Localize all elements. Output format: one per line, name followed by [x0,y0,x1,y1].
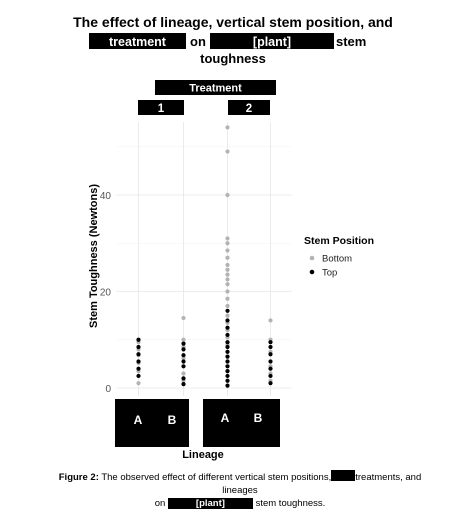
data-point-top [136,367,140,371]
data-point-top [225,350,229,354]
data-point-bottom [181,338,185,342]
redacted-word-treatment: treatment [109,35,166,49]
data-point-top [225,355,229,359]
data-point-top [225,364,229,368]
data-point-bottom [225,304,229,308]
x-axis-block-panel-1 [115,399,189,447]
legend-swatch-bottom [310,256,315,261]
chart-title-stem: stem [336,34,367,49]
figure-caption [40,470,440,510]
x-category-label: B [253,411,263,425]
data-point-top [181,342,185,346]
data-point-top [225,318,229,322]
data-point-top [268,352,272,356]
legend-label-bottom: Bottom [322,253,353,265]
chart-title-line1: The effect of lineage, vertical stem position, and [73,14,393,30]
data-point-top [136,338,140,342]
caption-lead: Figure 2: [58,472,99,483]
data-point-top [181,347,185,351]
data-point-top [181,353,185,357]
data-point-bottom [268,318,272,322]
y-tick-label: 40 [99,191,111,202]
data-point-bottom [181,316,185,320]
caption-part4: stem toughness. [255,498,326,509]
data-point-bottom [225,277,229,281]
x-category-label: A [133,413,143,427]
data-point-top [268,381,272,385]
caption-part1: The observed effect of different vertical stem positions, [101,472,332,483]
caption-part3: on [154,498,166,509]
data-point-top [225,333,229,337]
data-point-top [268,340,272,344]
data-point-bottom [225,263,229,267]
plot-area [100,122,292,396]
data-point-top [268,367,272,371]
legend-label-top: Top [322,267,338,279]
data-point-top [268,359,272,363]
legend-swatch-top [310,270,315,275]
x-axis-title: Lineage [182,449,224,461]
data-point-top [181,376,185,380]
y-tick-label: 0 [105,384,111,395]
data-point-bottom [225,289,229,293]
data-point-top [268,374,272,378]
data-point-bottom [225,314,229,318]
data-point-bottom [225,125,229,129]
data-point-bottom [225,193,229,197]
chart-title-on: on [190,34,206,49]
data-point-top [136,359,140,363]
data-point-top [225,326,229,330]
data-point-top [136,352,140,356]
data-point-bottom [181,371,185,375]
legend [304,235,374,279]
data-point-top [225,379,229,383]
data-point-top [225,345,229,349]
data-point-top [136,374,140,378]
data-point-top [181,364,185,368]
y-tick-label: 20 [99,287,111,299]
chart-title-line3: toughness [200,51,266,66]
data-point-top [225,383,229,387]
data-point-bottom [225,268,229,272]
data-point-top [268,345,272,349]
data-point-bottom [225,248,229,252]
data-point-bottom [225,282,229,286]
panel-strip-2-label: 2 [245,103,253,115]
y-axis-title: Stem Toughness (Newtons) [88,183,100,329]
data-point-bottom [225,273,229,277]
data-point-top [225,309,229,313]
data-point-bottom [136,381,140,385]
data-point-top [181,382,185,386]
data-point-top [225,340,229,344]
x-category-label: B [167,413,177,427]
caption-part2: treatments, and lineages [222,472,422,496]
treatment-header-label: Treatment [189,82,242,95]
data-point-top [136,345,140,349]
x-axis-block-panel-2 [203,399,280,447]
caption-redaction-2: [plant] [168,498,253,509]
data-point-top [225,369,229,373]
data-point-top [181,359,185,363]
data-point-bottom [225,149,229,153]
panel-strip-1-label: 1 [157,103,165,115]
data-point-bottom [225,236,229,240]
redacted-word-plant: [plant] [252,35,292,49]
data-point-bottom [225,256,229,260]
x-category-label: A [220,411,230,425]
data-point-bottom [225,297,229,301]
data-point-top [225,359,229,363]
data-point-bottom [225,241,229,245]
caption-redaction-1 [331,470,355,481]
legend-title: Stem Position [304,235,375,247]
data-point-top [225,374,229,378]
